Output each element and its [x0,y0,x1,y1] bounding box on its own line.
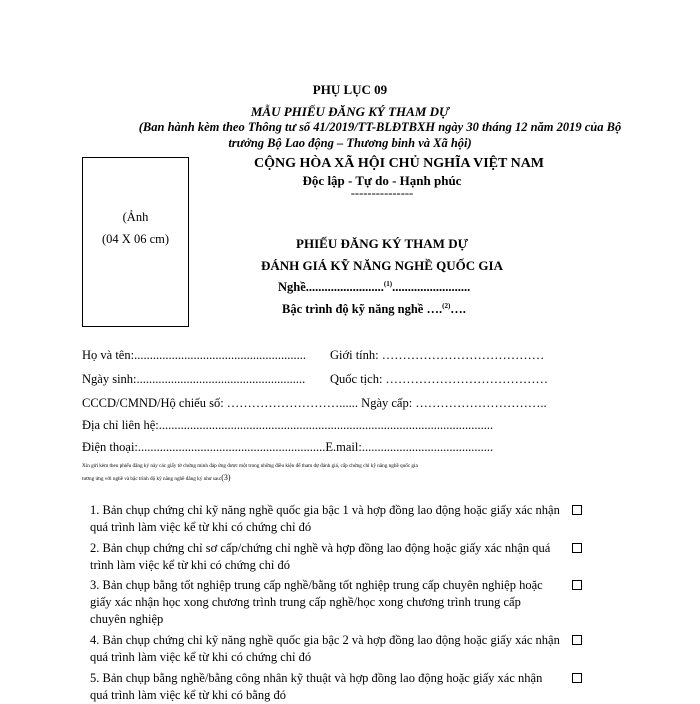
level-line [282,302,466,317]
issued-line-1: (Ban hành kèm theo Thông tư số 41/2019/TT-BLĐTBXH ngày 30 tháng 12 năm 2019 của Bộ [138,120,622,134]
photo-label: (Ảnh [122,210,149,224]
appendix-heading: PHỤ LỤC 09 [312,82,388,97]
attachment-note-1: Xin gửi kèm theo phiếu đăng ký này các giấy tờ chứng minh đáp ứng được một trong những điều kiện để tham dự đánh giá, cấp chứng chỉ kỹ năng nghề quốc gia [82,463,418,469]
national-motto: Độc lập - Tự do - Hạnh phúc [302,173,462,188]
attachment-note-2 [82,474,231,483]
motto-divider: --------------- [350,186,414,200]
nation-name: CỘNG HÒA XÃ HỘI CHỦ NGHĨA VIỆT NAM [254,156,545,171]
registration-title: PHIẾU ĐĂNG KÝ THAM DỰ [296,236,468,251]
assessment-title: ĐÁNH GIÁ KỸ NĂNG NGHỀ QUỐC GIA [261,258,503,273]
photo-size: (04 X 06 cm) [102,232,169,246]
dob-field[interactable]: Ngày sinh:...................................................... [82,372,306,386]
footnote-2: (2) [442,302,451,310]
form-title: MẪU PHIẾU ĐĂNG KÝ THAM DỰ [250,104,450,119]
footnote-3: (3) [221,473,231,482]
issued-line-2: trưởng Bộ Lao động – Thương binh và Xã hội) [228,136,472,150]
trade-dots: ......................... [305,280,384,295]
photo-placeholder [82,157,189,327]
list-item: 1. Bản chụp chứng chỉ kỹ năng nghề quốc gia bậc 1 và hợp đồng lao động hoặc giấy xác nhận quá trình làm việc kể từ khi có chứng chỉ đó [90,503,560,534]
name-field[interactable]: Họ và tên:....................................................... [82,348,306,362]
attachment-note-text: tương ứng với nghề và bậc trình độ kỹ năng nghề đăng ký như sau: [82,476,222,482]
item-2-checkbox[interactable] [572,543,582,553]
trade-dots-2: ......................... [392,280,471,295]
gender-field[interactable]: Giới tính: ………………………………… [330,348,545,362]
list-item: 4. Bản chụp chứng chỉ kỹ năng nghề quốc gia bậc 2 và hợp đồng lao động hoặc giấy xác nhận quá trình làm việc kể từ khi có chứng chỉ đó [90,633,560,664]
list-item: 5. Bản chụp bằng nghề/bằng công nhân kỹ thuật và hợp đồng lao động hoặc giấy xác nhận quá trình làm việc kể từ khi có bằng đó [90,671,543,702]
trade-line [278,280,470,295]
footnote-1: (1) [383,280,393,288]
address-field[interactable]: Địa chỉ liên hệ:........................................................................................................... [82,418,494,432]
phone-email-field[interactable]: Điện thoại:............................................................E.mail:.......................................... [82,440,494,454]
item-3-checkbox[interactable] [572,580,582,590]
level-end: …. [450,302,466,317]
level-label: Bậc trình độ kỹ năng nghề …. [282,302,443,317]
item-1-checkbox[interactable] [572,505,582,515]
id-field[interactable]: CCCD/CMND/Hộ chiếu số: ………………………...... Ngày cấp: ………………………….. [82,396,547,410]
list-item: 3. Bản chụp bằng tốt nghiệp trung cấp nghề/bằng tốt nghiệp trung cấp chuyên nghiệp hoặc giấy xác nhận học xong chương trình trung cấp nghề/học xong chương trình trung cấp chuyên nghiệp [90,578,543,626]
trade-label: Nghề [278,280,306,295]
item-5-checkbox[interactable] [572,673,582,683]
nationality-field[interactable]: Quốc tịch: ………………………………… [330,372,549,386]
item-4-checkbox[interactable] [572,635,582,645]
list-item: 2. Bản chụp chứng chỉ sơ cấp/chứng chỉ nghề và hợp đồng lao động hoặc giấy xác nhận quá trình làm việc kể từ khi có chứng chỉ đó [90,541,551,572]
